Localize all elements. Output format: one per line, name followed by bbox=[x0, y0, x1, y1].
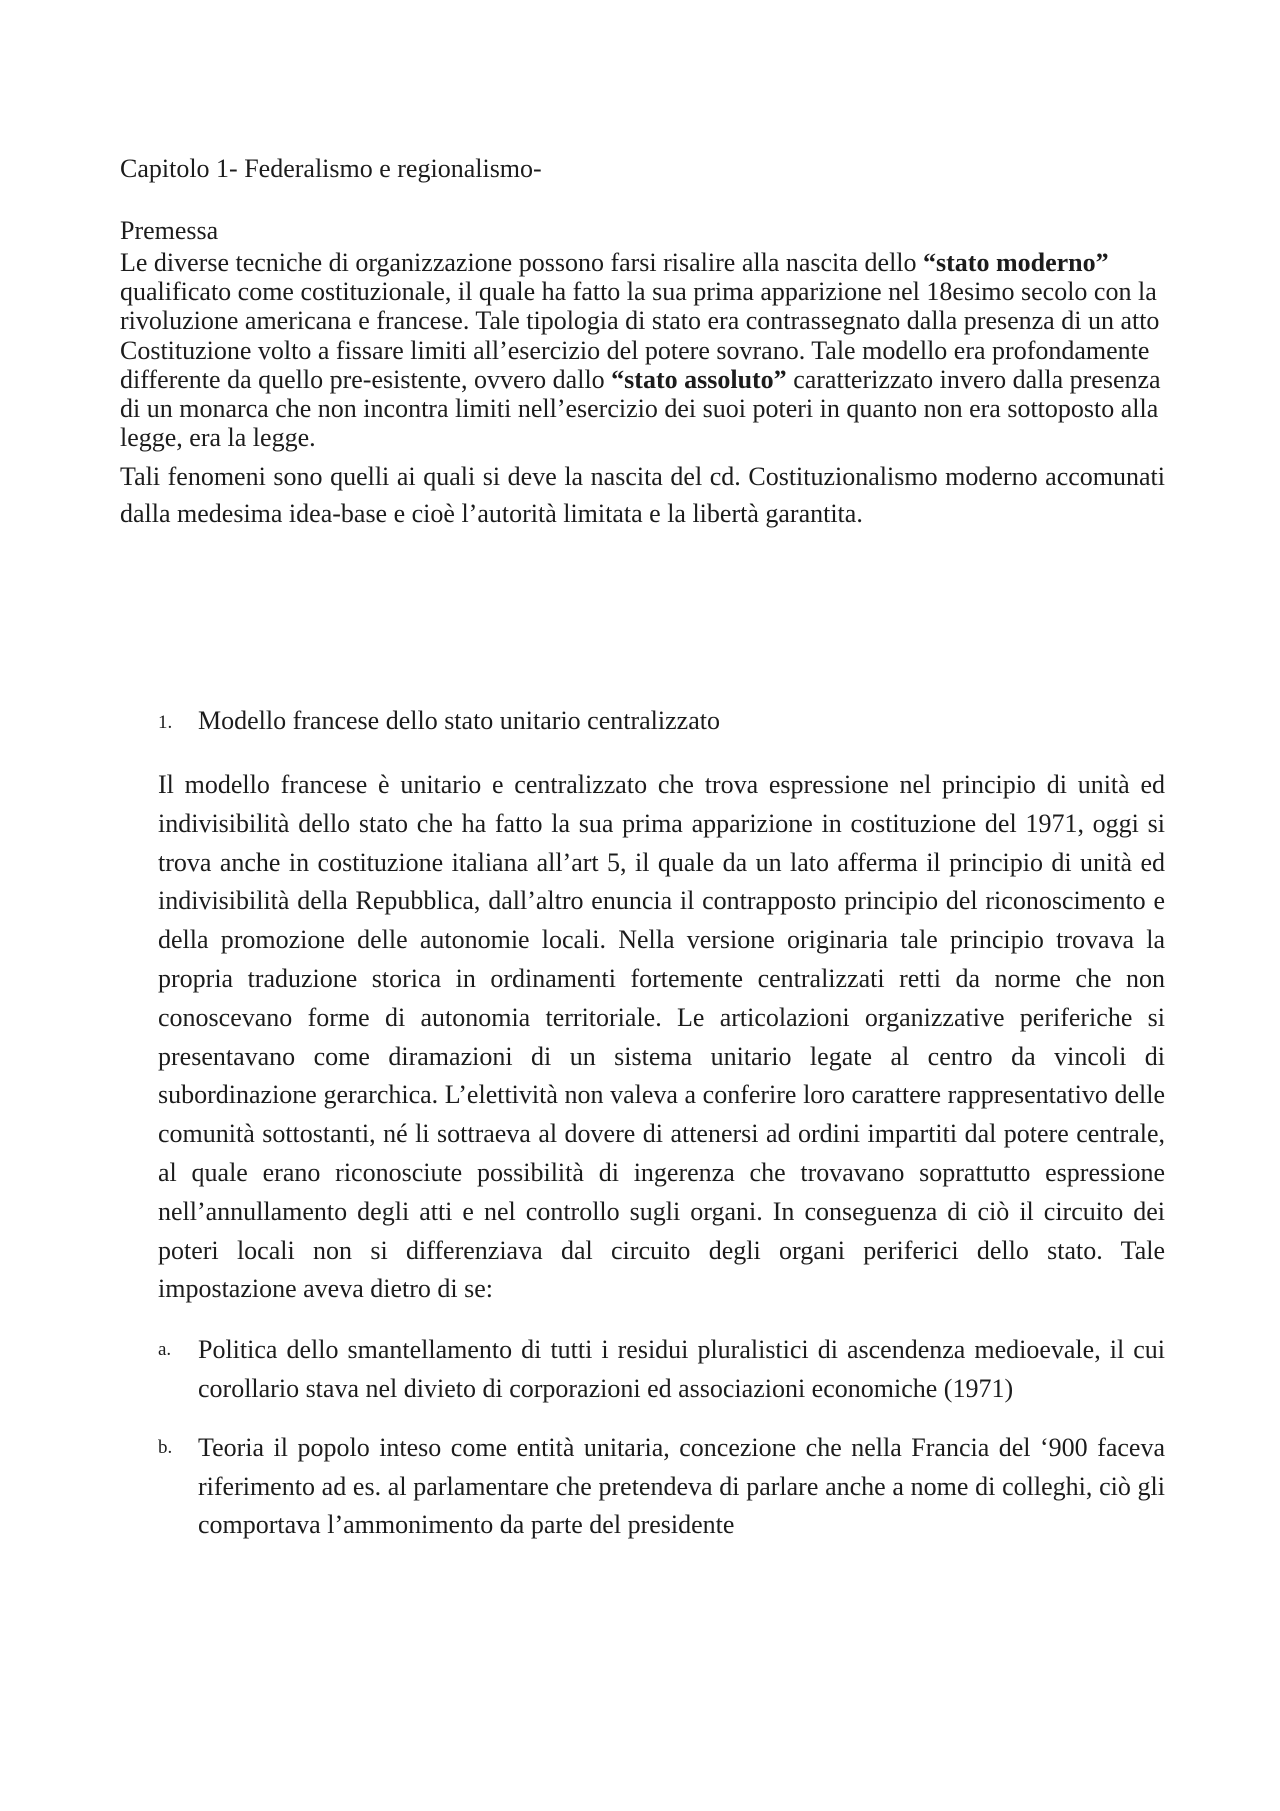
section-title: Modello francese dello stato unitario centralizzato bbox=[198, 706, 720, 735]
bold-term-stato-assoluto: “stato assoluto” bbox=[611, 364, 787, 394]
list-item-text: Politica dello smantellamento di tutti i residui pluralistici di ascendenza medioevale, il cui corollario stava nel divieto di corporazioni ed associazioni economiche (1971) bbox=[198, 1335, 1165, 1403]
premessa-text-part1: Le diverse tecniche di organizzazione possono farsi risalire alla nascita dello bbox=[120, 248, 924, 277]
premessa-heading: Premessa bbox=[120, 216, 219, 245]
premessa-section bbox=[120, 214, 1165, 532]
list-item bbox=[158, 1331, 1165, 1409]
list-item bbox=[158, 1429, 1165, 1545]
section-1 bbox=[120, 704, 1165, 1545]
section-number: 1. bbox=[158, 712, 173, 733]
section-1-body: Il modello francese è unitario e centralizzato che trova espressione nel principio di unità ed indivisibilità dello stato che ha fatto la sua prima apparizione in costituzione del 1971, oggi si trova anche in costituzione italiana all’art 5, il quale da un lato afferma il principio di unità ed indivisibilità della Repubblica, dall’altro enuncia il contrapposto principio del riconoscimento e della promozione delle autonomie locali. Nella versione originaria tale principio trovava la propria traduzione storica in ordinamenti fortemente centralizzati retti da norme che non conoscevano forme di autonomia territoriale. Le articolazioni organizzative periferiche si presentavano come diramazioni di un sistema unitario legate al centro da vincoli di subordinazione gerarchica. L’elettività non valeva a conferire loro carattere rappresentativo delle comunità sottostanti, né li sottraeva al dovere di attenersi ad ordini impartiti dal potere centrale, al quale erano riconosciute possibilità di ingerenza che trovavano soprattutto espressione nell’annullamento degli atti e nel controllo sugli organi. In conseguenza di ciò il circuito dei poteri locali non si differenziava dal circuito degli organi periferici dello stato. Tale impostazione aveva dietro di se: bbox=[158, 770, 1165, 1304]
premessa-paragraph-1 bbox=[120, 248, 1165, 452]
premessa-text-part2: qualificato come costituzionale, il quale ha fatto la sua prima apparizione nel 18esimo secolo con la rivoluzione americana e francese. Tale tipologia di stato era contrassegnato dalla presenza di un atto Costituzione volto a fissare limiti all’esercizio del potere sovrano. Tale modello era profondamente differente da quello pre-esistente, ovvero dallo bbox=[120, 277, 1160, 394]
section-1-list bbox=[120, 1331, 1165, 1545]
list-item-text: Teoria il popolo inteso come entità unitaria, concezione che nella Francia del ‘900 faceva riferimento ad es. al parlamentare che pretendeva di parlare anche a nome di colleghi, ciò gli comportava l’ammonimento da parte del presidente bbox=[198, 1432, 1165, 1540]
premessa-text-part3: caratterizzato invero dalla presenza di un monarca che non incontra limiti nell’esercizio dei suoi poteri in quanto non era sottoposto alla legge, era la legge. bbox=[120, 364, 1161, 453]
premessa-paragraph-2: Tali fenomeni sono quelli ai quali si deve la nascita del cd. Costituzionalismo moderno accomunati dalla medesima idea-base e cioè l’autorità limitata e la libertà garantita. bbox=[120, 462, 1165, 529]
section-1-heading bbox=[120, 704, 1165, 740]
bold-term-stato-moderno: “stato moderno” bbox=[923, 248, 1109, 277]
list-marker: b. bbox=[158, 1436, 173, 1458]
chapter-title: Capitolo 1- Federalismo e regionalismo- bbox=[120, 154, 542, 183]
list-marker: a. bbox=[158, 1339, 172, 1361]
